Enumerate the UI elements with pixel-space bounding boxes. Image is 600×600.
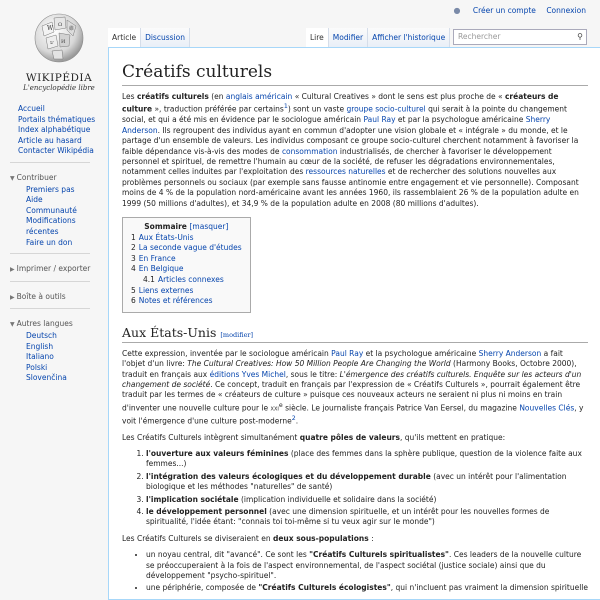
expand-arrow-icon: ▶ [10,293,15,301]
link-groupe-socio-culturel[interactable]: groupe socio-culturel [346,104,426,114]
tab-discussion[interactable]: Discussion [141,28,190,48]
sidebar-section-languages[interactable] [10,319,108,331]
list-item [146,550,588,581]
lang-link-italiano[interactable]: Italiano [26,352,54,362]
text: Les Créatifs Culturels se diviseraient en [122,533,273,543]
tab-edit[interactable]: Modifier [329,28,368,48]
section-paragraph [122,534,588,544]
bold-term: l'ouverture aux valeurs féminines [146,448,289,458]
link-paul-ray[interactable]: Paul Ray [363,115,396,125]
values-list [122,449,588,528]
search-input[interactable] [453,29,587,45]
sidebar-item-random[interactable]: Article au hasard [18,135,82,145]
sidebar-section-tools[interactable] [10,292,108,304]
list-item [146,449,588,470]
sidebar-item-first-steps[interactable]: Premiers pas [26,184,75,194]
list-item [146,583,588,593]
bold-term: "Créatifs Culturels spiritualistes" [309,550,449,560]
sidebar-divider [10,162,90,163]
text: . Ils regroupent des individus ayant en commun d'adopter une vision globale et « intégrale » du monde, et le partage d'un ensemble de valeurs. Les individus composant ce groupe socio-culturel cherchent notamment à favoriser la faible dépendance vis-à-vis des modes de [122,125,579,156]
text: », traduction préférée par certains [152,104,284,114]
toc-item[interactable] [143,275,242,286]
sidebar-section-label: Boîte à outils [16,291,66,301]
text: Les Créatifs Culturels intègrent simultanément [122,432,300,442]
section-heading [122,325,588,343]
toc-item[interactable] [131,264,242,275]
sidebar-section-label: Imprimer / exporter [16,264,91,274]
tab-article[interactable]: Article [108,28,141,48]
sidebar-section-contribute[interactable] [10,173,108,185]
link-paul-ray[interactable]: Paul Ray [331,348,364,358]
text: et par la psychologue américaine [395,115,526,125]
sidebar-divider [10,308,90,309]
text: , qu'ils mettent en pratique: [399,432,506,442]
ref-link[interactable]: 2 [291,414,296,422]
sidebar-section-label: Autres langues [16,319,73,329]
subpopulations-list [122,550,588,594]
expand-arrow-icon: ▶ [10,266,15,274]
toc-number: 4 [131,264,136,274]
view-tabs [306,28,450,48]
link-sherry-anderson[interactable]: Sherry Anderson [122,115,551,135]
link-nouvelles-cles[interactable]: Nouvelles Clés [519,403,575,413]
section-title: Aux États-Unis [122,324,217,340]
text: industrialisés, de chercher à favoriser le développement personnel et spirituel, de remettre l'humain au cœur de la société, de refuser les dégradations environnementales, notamment celles induites par l'exploitation des [122,146,555,177]
text: une périphérie, composée de [146,583,259,593]
text: qui serait à la pointe du changement social, et qui a été mis en évidence par le sociologue américain [122,104,567,125]
search-icon[interactable]: ⚲ [577,32,583,41]
text: , y voit l'émergence d'une culture post-moderne [122,403,584,426]
sidebar-divider [10,253,90,254]
toc-label: Notes et références [138,296,213,306]
svg-text:Ω: Ω [58,22,63,28]
bold-term: créatifs culturels [136,92,209,101]
toc-heading: Sommaire [144,221,187,231]
sidebar-item-donate[interactable]: Faire un don [26,237,73,247]
text: , sous le titre: [285,369,340,379]
toc-item[interactable] [131,286,242,297]
sidebar-item-home[interactable]: Accueil [18,104,45,113]
sidebar-item-help[interactable]: Aide [26,195,43,205]
bold-term: créateurs de culture [122,92,559,114]
toc-item[interactable] [131,243,242,254]
login-link[interactable]: Connexion [546,6,586,15]
table-of-contents [122,217,251,313]
lang-link-polski[interactable]: Polski [26,362,48,372]
toc-number: 2 [131,243,136,253]
text: Cette expression, inventée par le sociologue américain [122,348,332,358]
century-suffix: e [278,401,283,409]
toc-number: 5 [131,285,136,295]
collapse-arrow-icon: ▼ [10,174,15,182]
bold-term: le développement personnel [146,507,267,516]
text: (place des femmes dans la sphère publique, question de la violence faite aux femmes...) [146,448,582,469]
toc-label: Articles connexes [157,274,224,284]
sidebar-item-portals[interactable]: Portails thématiques [18,114,96,124]
text: a fait l'objet d'un livre: [122,348,563,369]
bold-term: "Créatifs Culturels écologistes" [258,583,391,593]
collapse-arrow-icon: ▼ [10,321,15,329]
text: , qui n'incluent pas vraiment la dimension spirituelle [390,583,588,593]
section-paragraph [122,433,588,443]
namespace-tabs [108,28,190,48]
svg-text:И: И [61,39,66,45]
link-anglais-americain[interactable]: anglais américain [225,92,293,101]
puzzle-globe-icon [32,8,86,66]
bold-term: quatre pôles de valeurs [299,432,400,442]
link-consommation[interactable]: consommation [281,146,338,156]
list-item [146,507,588,528]
edit-section-link[interactable]: [modifier] [220,330,254,339]
text: (implication individuelle et solidaire dans la société) [238,494,437,504]
sidebar-section-print[interactable] [10,264,108,276]
logo-tagline: L'encyclopédie libre [23,84,95,92]
list-item [146,495,588,505]
toc-number: 4.1 [143,274,155,284]
lang-link-deutsch[interactable]: Deutsch [26,330,57,340]
lang-link-slovencina[interactable]: Slovenčina [26,373,67,383]
toc-number: 1 [131,232,136,242]
toc-label: Liens externes [138,285,194,295]
book-title: L'émergence des créatifs culturels. Enquête sur les acteurs d'un changement de société [122,369,582,389]
svg-text:W: W [47,25,54,32]
toc-item[interactable] [131,233,242,244]
sidebar-item-index[interactable]: Index alphabétique [18,125,91,135]
toc-number: 6 [131,296,136,306]
svg-text:維: 維 [69,26,75,32]
sidebar-item-contact[interactable]: Contacter Wikipédia [18,146,94,156]
toc-label: En Belgique [138,264,184,274]
create-account-link[interactable]: Créer un compte [472,6,536,15]
text: « Cultural Creatives » dont le sens est plus proche de « [292,92,505,101]
text: (avec une dimension spirituelle, et un intérêt pour les nouvelles formes de spiritualité, l'idée étant: "connais toi toi-même si tu veux agir sur le monde") [146,507,550,527]
toc-label: La seconde vague d'études [138,243,242,253]
text: un noyau central, dit "avancé". Ce sont les [146,550,310,560]
century: xxi [270,403,279,413]
wikipedia-logo[interactable] [14,6,104,96]
text: : [368,533,374,543]
sidebar-divider [10,281,90,282]
ref-link[interactable]: 1 [283,103,288,111]
text: . Ce concept, traduit en français par l'expression de « Créatifs Culturels », pourrait également être traduit par les termes de « créateurs de culture » puisque ces nouveaux acteurs ne seraient ni plus ni moins en train d'inventer une nouvelle culture pour le [122,379,581,413]
intro-paragraph [122,92,588,209]
toc-item[interactable] [131,254,242,265]
text: ) sont un vaste [287,104,347,114]
svg-text:ש: ש [50,40,54,46]
bold-term: deux sous-populations [272,533,369,543]
toc-toggle-link[interactable]: [masquer] [189,221,229,231]
lang-link-english[interactable]: English [26,341,54,351]
toc-label: Aux États-Unis [138,232,194,242]
tab-read[interactable]: Lire [306,28,329,48]
sidebar-item-community[interactable]: Communauté [26,205,77,215]
bold-term: l'implication sociétale [146,494,239,504]
text: Les [122,92,137,101]
section-paragraph [122,349,588,427]
link-editions-yves-michel[interactable]: éditions Yves Michel [209,369,286,379]
bold-term: l'intégration des valeurs écologiques et du développement durable [146,471,431,481]
user-icon: ● [453,6,461,15]
text: (Harmony Books, Octobre 2000), traduit en français aux [122,359,577,379]
text: (en [208,92,226,101]
text: et la psychologue américaine [363,348,479,358]
tab-history[interactable]: Afficher l'historique [368,28,450,48]
list-item [146,472,588,493]
text: (avec un intérêt pour l'alimentation biologique et les méthodes "naturelles" de santé) [146,471,567,492]
toc-number: 3 [131,253,136,263]
link-sherry-anderson[interactable]: Sherry Anderson [478,348,542,358]
sidebar-section-label: Contribuer [16,172,57,182]
link-ressources-naturelles[interactable]: ressources naturelles [305,167,386,177]
text: . [295,416,299,426]
article-content [108,47,600,600]
personal-links [453,6,586,15]
text: siècle. Le journaliste français Patrice Van Eersel, du magazine [282,403,520,413]
page-title: Créatifs culturels [122,62,588,86]
book-title: The Cultural Creatives: How 50 Million People Are Changing the World [187,359,451,369]
search-placeholder: Rechercher [458,32,501,41]
text: et de rechercher des solutions nouvelles aux problèmes personnels ou sociaux (par exemple sans fausse antinomie entre engagement et vie personnelle). Composant moins de 4 % de la population nord-américaine avant les années 1960, ils rassemblaient 26 % de la population adulte en 1999 (50 millions d'adultes), et 34,9 % de la population adulte en 2008 (80 millions d'adultes). [122,167,579,208]
toc-title [131,222,242,233]
sidebar [10,104,108,384]
logo-wordmark: WIKIPÉDIA [25,72,93,84]
toc-label: En France [138,253,176,263]
text: . Ces leaders de la nouvelle culture se préoccuperaient à la fois de l'aspect environnemental, de l'aspect sociétal (justice sociale) ainsi que du développement "psycho-spirituel". [146,550,582,581]
toc-item[interactable] [131,296,242,307]
sidebar-item-recent-changes[interactable]: Modifications récentes [26,216,76,236]
